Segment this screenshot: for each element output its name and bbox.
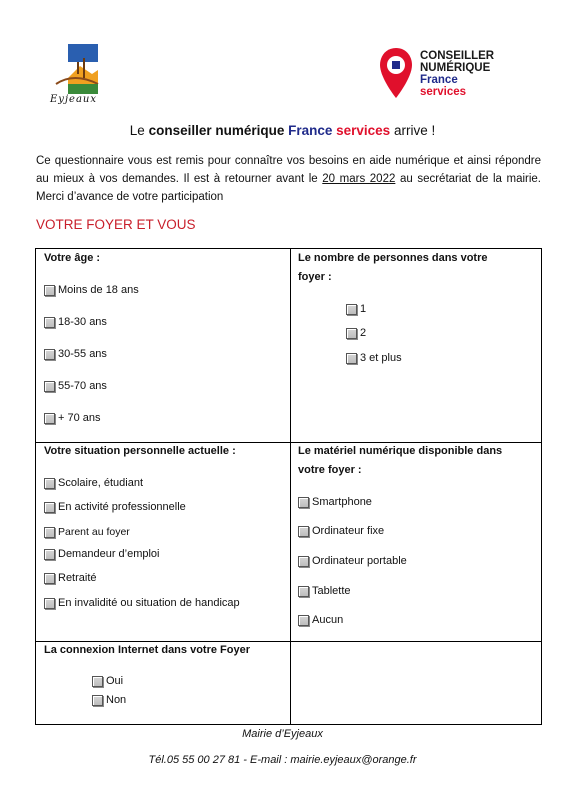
checkbox[interactable] xyxy=(298,615,309,626)
household-option-1[interactable]: 1 xyxy=(346,301,366,317)
checkbox[interactable] xyxy=(44,317,55,328)
map-pin-icon xyxy=(378,46,414,100)
checkbox[interactable] xyxy=(298,586,309,597)
checkbox[interactable] xyxy=(92,676,103,687)
fs-logo-line1: CONSEILLER xyxy=(420,50,495,62)
equipment-option-desktop[interactable]: Ordinateur fixe xyxy=(298,523,384,539)
checkbox[interactable] xyxy=(44,598,55,609)
questionnaire-table xyxy=(35,248,542,725)
column-divider xyxy=(290,249,291,724)
footer-contact: Tél.05 55 00 27 81 - E-mail : mairie.eyjeaux@orange.fr xyxy=(148,754,417,766)
situation-option-job-seeker[interactable]: Demandeur d’emploi xyxy=(44,546,160,562)
checkbox[interactable] xyxy=(92,695,103,706)
section-title: VOTRE FOYER ET VOUS xyxy=(36,217,196,232)
age-option-over-70[interactable]: + 70 ans xyxy=(44,410,101,426)
checkbox[interactable] xyxy=(44,573,55,584)
footer-mairie: Mairie d’Eyjeaux xyxy=(242,728,323,740)
intro-text-1: Ce questionnaire vous est remis pour connaître vos besoins en aide numérique et ainsi répondre au mieux à vos demandes. Il est à retourner avant le xyxy=(36,155,541,185)
intro-title xyxy=(0,123,565,138)
age-question: Votre âge : xyxy=(44,252,101,264)
checkbox[interactable] xyxy=(298,556,309,567)
internet-option-no[interactable]: Non xyxy=(92,692,126,708)
title-red: services xyxy=(336,123,391,138)
household-option-3-plus[interactable]: 3 et plus xyxy=(346,350,402,366)
situation-option-employed[interactable]: En activité professionnelle xyxy=(44,499,186,515)
situation-option-disability[interactable]: En invalidité ou situation de handicap xyxy=(44,595,240,611)
title-pre: Le xyxy=(129,123,149,138)
fs-logo-line3: France xyxy=(420,74,458,86)
checkbox[interactable] xyxy=(44,413,55,424)
checkbox[interactable] xyxy=(44,349,55,360)
fs-logo-line2: NUMÉRIQUE xyxy=(420,62,491,74)
checkbox[interactable] xyxy=(44,285,55,296)
checkbox[interactable] xyxy=(44,502,55,513)
situation-option-stay-at-home[interactable]: Parent au foyer xyxy=(44,524,130,540)
intro-paragraph xyxy=(36,152,541,206)
situation-option-student[interactable]: Scolaire, étudiant xyxy=(44,475,143,491)
checkbox[interactable] xyxy=(44,381,55,392)
equipment-option-tablet[interactable]: Tablette xyxy=(298,583,351,599)
equipment-option-laptop[interactable]: Ordinateur portable xyxy=(298,553,407,569)
checkbox[interactable] xyxy=(346,328,357,339)
deadline-date: 20 mars 2022 xyxy=(322,173,396,185)
age-option-18-30[interactable]: 18-30 ans xyxy=(44,314,107,330)
equipment-option-none[interactable]: Aucun xyxy=(298,612,343,628)
france-services-logo xyxy=(378,46,518,102)
internet-option-yes[interactable]: Oui xyxy=(92,673,123,689)
checkbox[interactable] xyxy=(346,304,357,315)
household-question: Le nombre de personnes dans votre foyer : xyxy=(298,252,488,283)
situation-option-retired[interactable]: Retraité xyxy=(44,570,97,586)
title-bold: conseiller numérique xyxy=(148,123,289,138)
situation-question: Votre situation personnelle actuelle : xyxy=(44,445,236,457)
checkbox[interactable] xyxy=(298,526,309,537)
checkbox[interactable] xyxy=(44,478,55,489)
age-option-30-55[interactable]: 30-55 ans xyxy=(44,346,107,362)
title-blue: France xyxy=(288,123,337,138)
checkbox[interactable] xyxy=(346,353,357,364)
title-post: arrive ! xyxy=(390,123,436,138)
intro-text-2: au secrétariat de la mairie. Merci d’avance de votre participation xyxy=(36,173,541,203)
checkbox[interactable] xyxy=(44,527,55,538)
household-option-2[interactable]: 2 xyxy=(346,325,366,341)
checkbox[interactable] xyxy=(44,549,55,560)
eyjeaux-logo xyxy=(48,44,118,110)
fs-logo-line4: services xyxy=(420,86,467,98)
age-option-under-18[interactable]: Moins de 18 ans xyxy=(44,282,139,298)
age-option-55-70[interactable]: 55-70 ans xyxy=(44,378,107,394)
equipment-question: Le matériel numérique disponible dans votre foyer : xyxy=(298,445,503,476)
internet-question: La connexion Internet dans votre Foyer xyxy=(44,644,250,656)
equipment-option-smartphone[interactable]: Smartphone xyxy=(298,494,372,510)
checkbox[interactable] xyxy=(298,497,309,508)
eyjeaux-logo-text: Eyjeaux xyxy=(50,94,98,105)
